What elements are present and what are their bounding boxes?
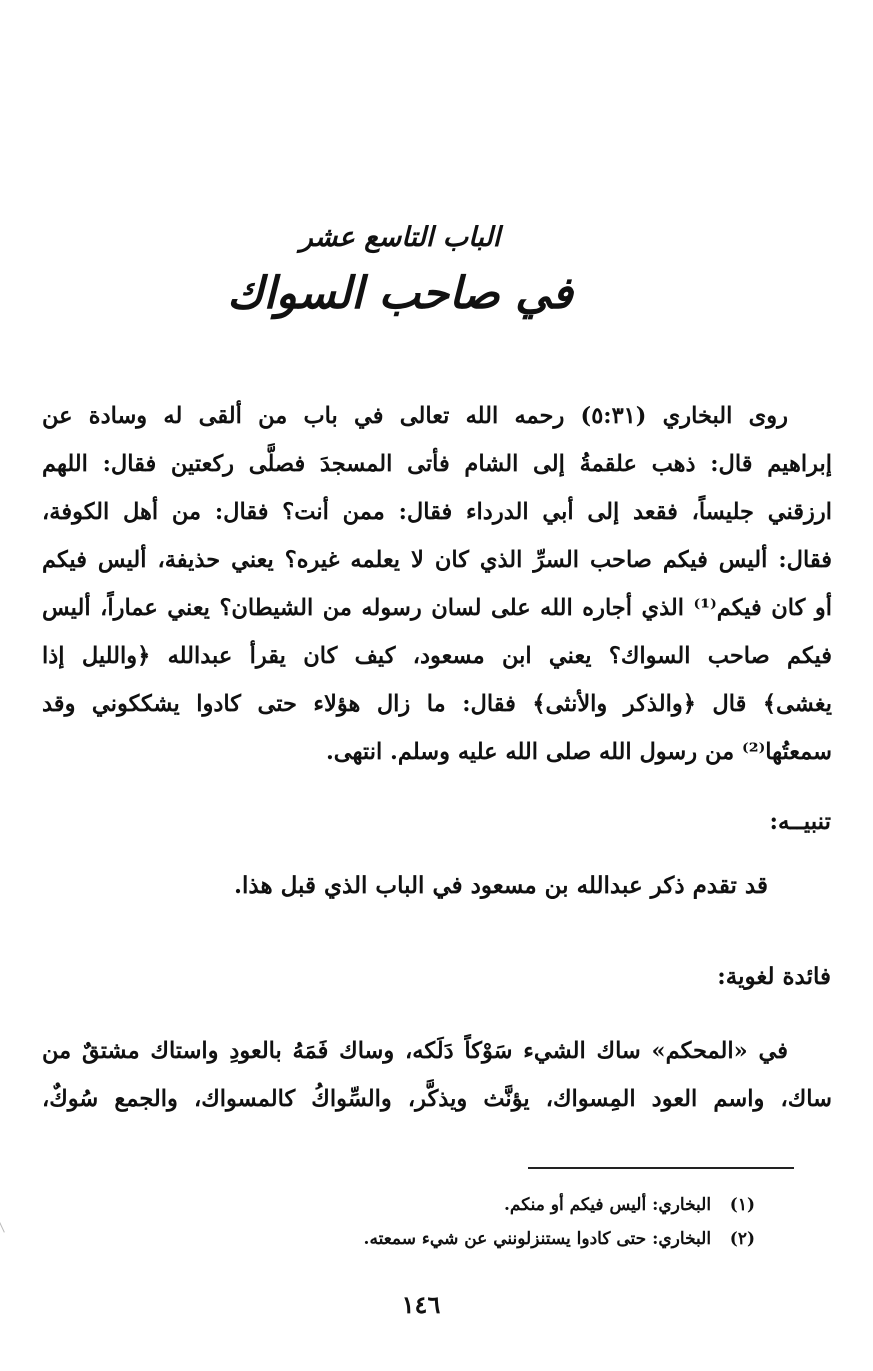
linguistic-paragraph xyxy=(42,1027,832,1123)
chapter-number: الباب التاسع عشر xyxy=(299,222,501,253)
paragraph-line: يغشى﴾ قال ﴿والذكر والأنثى﴾ فقال: ما زال هؤلاء حتى كادوا يشككوني وقد xyxy=(42,691,832,717)
paragraph-line: إبراهيم قال: ذهب علقمةُ إلى الشام فأتى المسجدَ فصلَّى ركعتين فقال: اللهم xyxy=(42,451,832,477)
notice-heading: تنبيــه: xyxy=(769,808,831,835)
paragraph-line: في «المحكم» ساك الشيء سَوْكاً دَلَكه، وساك فَمَهُ بالعودِ واستاك مشتقٌ من xyxy=(42,1038,788,1064)
footnote-number: (٢) xyxy=(729,1229,755,1249)
footnote xyxy=(364,1188,755,1222)
footnote xyxy=(364,1222,755,1256)
linguistic-heading: فائدة لغوية: xyxy=(717,963,831,990)
paragraph-line: روى البخاري (٥:٣١) رحمه الله تعالى في باب من ألقى له وسادة عن xyxy=(42,403,788,429)
footnote-number: (١) xyxy=(729,1195,755,1215)
page-number: ١٤٦ xyxy=(401,1290,441,1319)
paragraph-line: ارزقني جليساً، فقعد إلى أبي الدرداء فقال: ممن أنت؟ فقال: من أهل الكوفة، xyxy=(42,499,832,525)
paragraph-line: فيكم صاحب السواك؟ يعني ابن مسعود، كيف كان يقرأ عبدالله ﴿والليل إذا xyxy=(42,643,832,669)
footnote-text: البخاري: أليس فيكم أو منكم. xyxy=(503,1195,712,1215)
footnote-text: البخاري: حتى كادوا يستنزلونني عن شيء سمعته. xyxy=(363,1229,712,1249)
paragraph-line: أو كان فيكم⁽¹⁾ الذي أجاره الله على لسان رسوله من الشيطان؟ يعني عماراً، أليس xyxy=(42,595,832,621)
paragraph-line: سمعتُها⁽²⁾ من رسول الله صلى الله عليه وسلم. انتهى. xyxy=(325,739,832,765)
notice-text: قد تقدم ذكر عبدالله بن مسعود في الباب الذي قبل هذا. xyxy=(233,872,768,899)
main-paragraph xyxy=(42,392,832,776)
paragraph-line: فقال: أليس فيكم صاحب السرِّ الذي كان لا يعلمه غيره؟ يعني حذيفة، أليس فيكم xyxy=(42,547,832,573)
paragraph-line: ساك، واسم العود المِسواك، يؤنَّث ويذكَّر، والسِّواكُ كالمسواك، والجمع سُوكٌ، xyxy=(42,1086,832,1112)
chapter-title: في صاحب السواك xyxy=(227,268,573,319)
scan-mark xyxy=(0,1213,14,1232)
footnotes xyxy=(364,1188,755,1256)
footnote-divider xyxy=(528,1167,794,1169)
